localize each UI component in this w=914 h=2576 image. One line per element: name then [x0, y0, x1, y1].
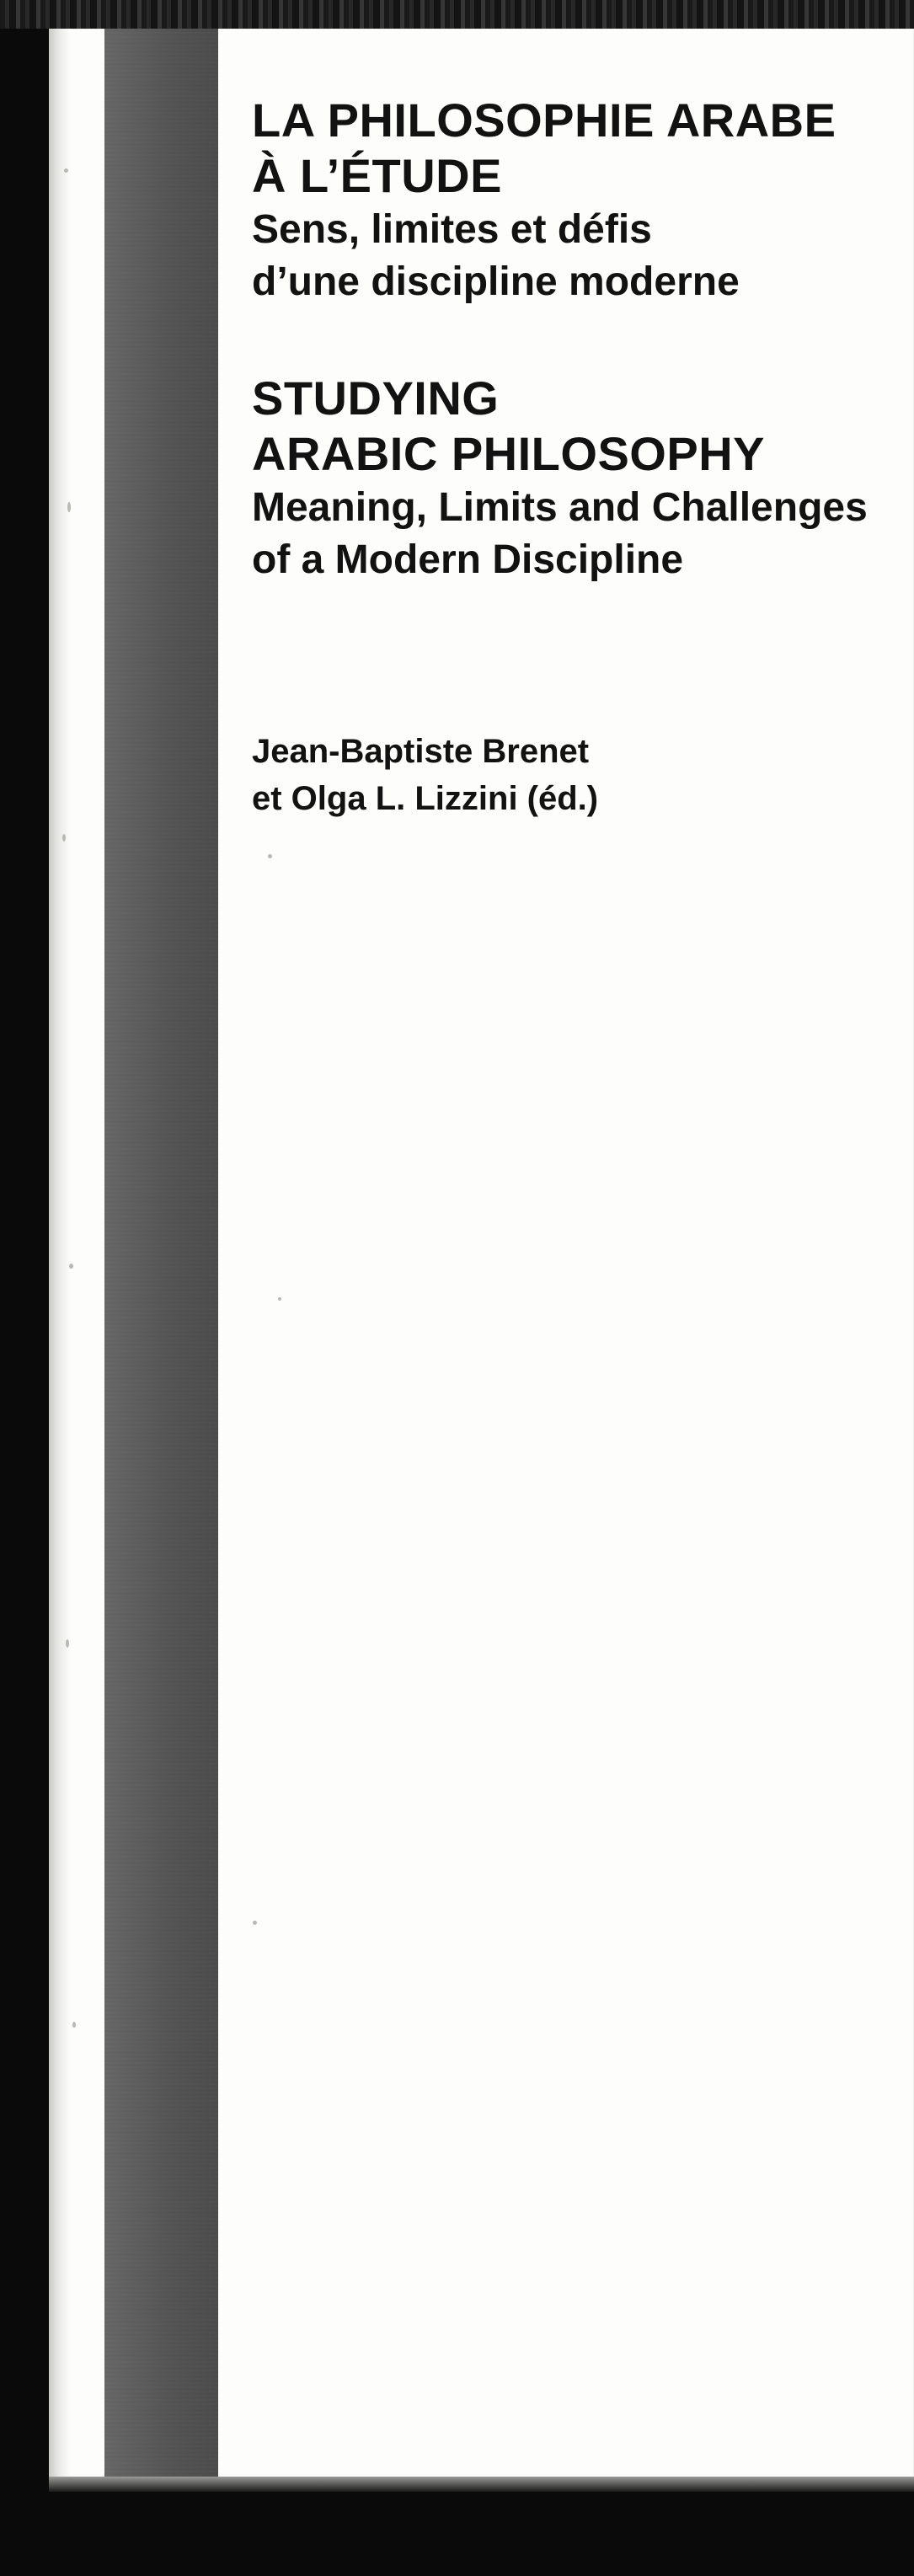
scan-speck [62, 834, 66, 842]
scan-speck [67, 502, 71, 512]
scan-speck [66, 1639, 69, 1648]
page-edge-shading [49, 29, 71, 2492]
cover-text-block [252, 93, 914, 822]
french-title-line-2: À L’ÉTUDE [252, 149, 502, 202]
french-subtitle-line-1: Sens, limites et défis [252, 207, 652, 252]
scan-speck [253, 1921, 257, 1925]
scan-speck [64, 168, 68, 173]
english-subtitle-line-1: Meaning, Limits and Challenges [252, 485, 868, 530]
english-title-line-1: STUDYING [252, 371, 500, 425]
author-line-1: Jean-Baptiste Brenet [252, 733, 590, 770]
scan-speck [72, 2022, 76, 2028]
authors-separator [252, 586, 914, 728]
author-line-2: et Olga L. Lizzini (éd.) [252, 780, 599, 817]
cover-spine-band [104, 29, 218, 2477]
scan-speck [268, 854, 272, 858]
scan-speck [278, 1297, 281, 1301]
title-block-separator [252, 308, 914, 371]
french-title-line-1: LA PHILOSOPHIE ARABE [252, 94, 836, 147]
scan-noise-band [0, 0, 914, 29]
english-subtitle-line-2: of a Modern Discipline [252, 537, 684, 582]
scan-speck [69, 1264, 73, 1269]
page-bottom-shadow [49, 2477, 914, 2492]
french-subtitle-line-2: d’une discipline moderne [252, 259, 740, 304]
english-title-line-2: ARABIC PHILOSOPHY [252, 427, 765, 480]
spine-texture [104, 29, 218, 2477]
